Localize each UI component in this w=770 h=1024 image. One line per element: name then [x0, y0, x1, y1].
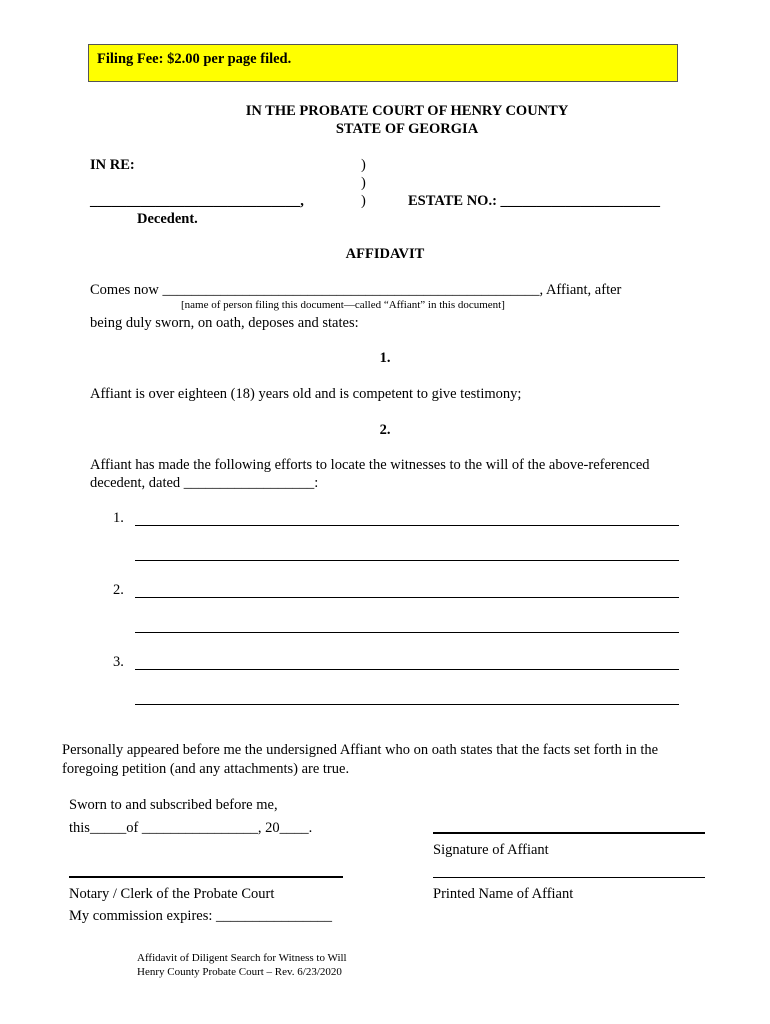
caption-paren-3: ) [361, 193, 366, 209]
effort-1-line-a[interactable] [135, 525, 679, 526]
effort-2-number: 2. [113, 582, 124, 598]
sworn-to-text: Sworn to and subscribed before me, [69, 797, 278, 813]
affiant-printed-name-line[interactable] [433, 877, 705, 878]
effort-3-number: 3. [113, 654, 124, 670]
footer-revision: Henry County Probate Court – Rev. 6/23/2020 [137, 966, 342, 978]
affiant-signature-line[interactable] [433, 832, 705, 834]
decedent-name-field[interactable]: _____________________________, [90, 193, 304, 209]
paragraph-1-text: Affiant is over eighteen (18) years old and is competent to give testimony; [90, 386, 522, 402]
sworn-statement: being duly sworn, on oath, deposes and states: [90, 315, 359, 331]
comes-now-line[interactable]: Comes now ____________________________________________________, Affiant, after [90, 282, 622, 298]
effort-2-line-b[interactable] [135, 632, 679, 633]
affidavit-title: AFFIDAVIT [345, 246, 425, 262]
affiant-name-hint: [name of person filing this document—called “Affiant” in this document] [181, 299, 505, 311]
effort-3-line-a[interactable] [135, 669, 679, 670]
footer-form-title: Affidavit of Diligent Search for Witness to Will [137, 952, 347, 964]
court-heading-line2: STATE OF GEORGIA [335, 121, 479, 137]
in-re-label: IN RE: [90, 157, 135, 173]
effort-1-line-b[interactable] [135, 560, 679, 561]
paragraph-2-text-line1: Affiant has made the following efforts to locate the witnesses to the will of the above-referenced [90, 457, 650, 473]
effort-1-number: 1. [113, 510, 124, 526]
caption-paren-2: ) [361, 175, 366, 191]
sworn-date-field[interactable]: this_____of ________________, 20____. [69, 820, 313, 836]
paragraph-1-number: 1. [379, 350, 391, 366]
jurat-line1: Personally appeared before me the undersigned Affiant who on oath states that the facts set forth in the [62, 742, 659, 758]
notary-label: Notary / Clerk of the Probate Court [69, 886, 275, 902]
signature-of-affiant-label: Signature of Affiant [433, 842, 549, 858]
commission-expires-field[interactable]: My commission expires: ________________ [69, 908, 333, 924]
filing-fee-text: Filing Fee: $2.00 per page filed. [97, 51, 292, 67]
estate-number-field[interactable]: ESTATE NO.: ______________________ [408, 193, 661, 209]
printed-name-label: Printed Name of Affiant [433, 886, 574, 902]
jurat-line2: foregoing petition (and any attachments) are true. [62, 761, 350, 777]
caption-paren-1: ) [361, 157, 366, 173]
court-heading-line1: IN THE PROBATE COURT OF HENRY COUNTY [245, 103, 569, 119]
will-date-field[interactable]: decedent, dated __________________: [90, 475, 319, 491]
effort-2-line-a[interactable] [135, 597, 679, 598]
notary-signature-line[interactable] [69, 876, 343, 878]
filing-fee-banner [88, 44, 678, 82]
effort-3-line-b[interactable] [135, 704, 679, 705]
decedent-label: Decedent. [137, 211, 198, 227]
paragraph-2-number: 2. [379, 422, 391, 438]
